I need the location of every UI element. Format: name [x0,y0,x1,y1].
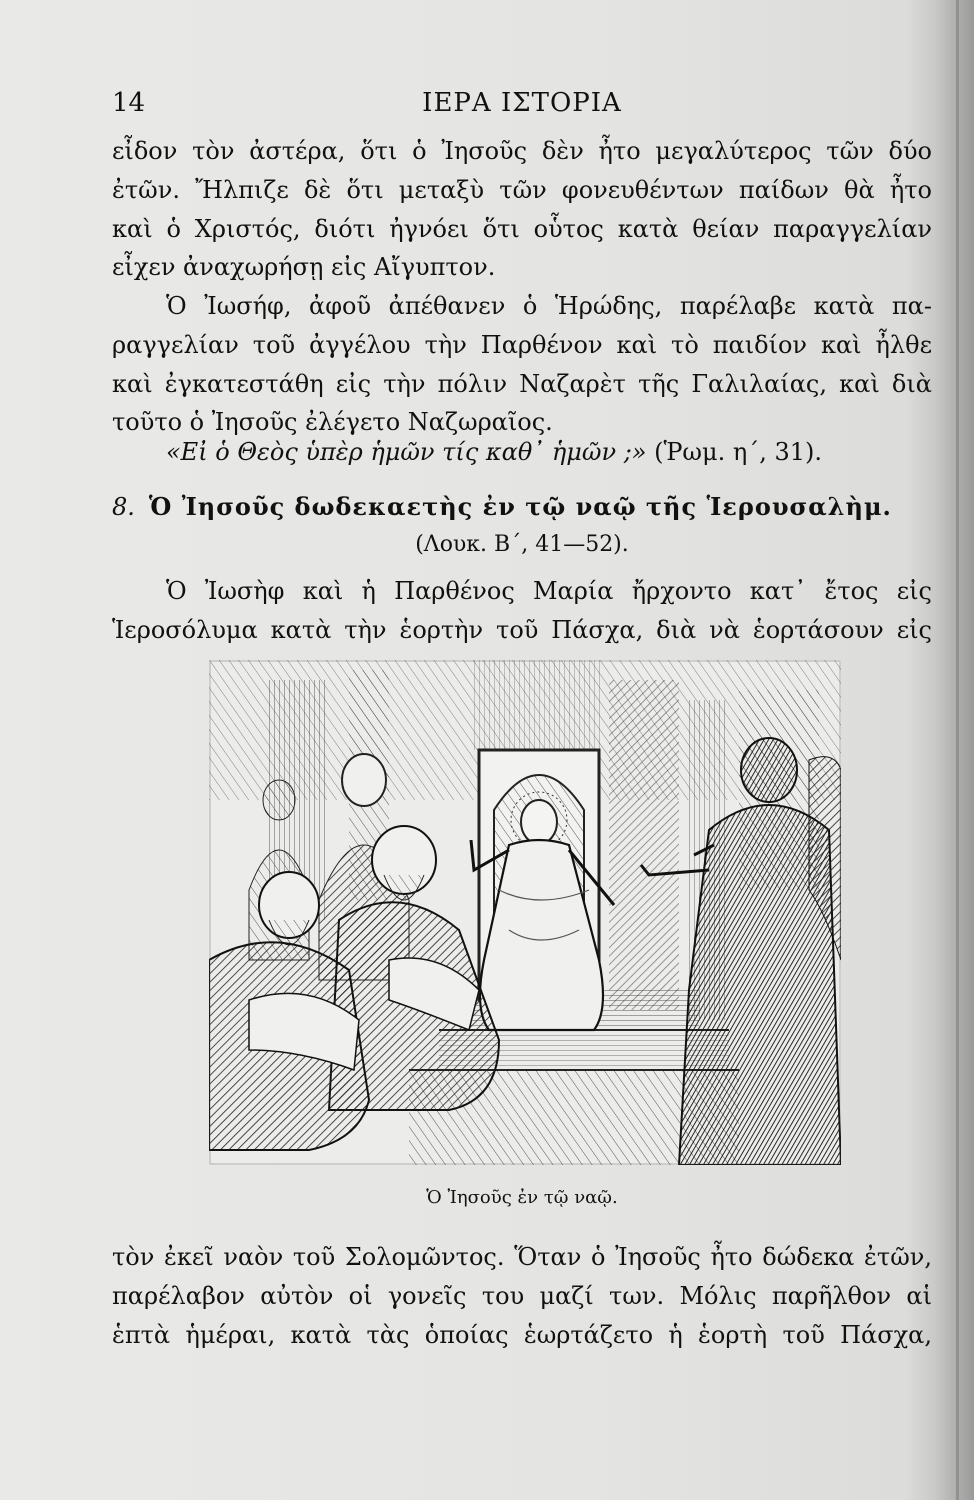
scripture-quote [112,433,932,472]
text-line: εἶχεν ἀναχωρήσῃ εἰς Αἴγυπτον. [112,253,496,282]
text-line: καὶ ἐγκατεστάθη εἰς τὴν πόλιν Ναζαρὲτ τῆς Γαλιλαίας, καὶ διὰ [112,369,932,398]
paragraph-4 [112,1238,932,1354]
page-edge-shadow [956,0,959,1500]
text-line: Ἱεροσόλυμα κατὰ τὴν ἑορτὴν τοῦ Πάσχα, διὰ νὰ ἑορτάσουν εἰς [112,615,932,644]
text-line: ἐτῶν. Ἤλπιζε δὲ ὅτι μεταξὺ τῶν φονευθέντων παίδων θὰ ἦτο [112,175,932,204]
quote-text: «Εἰ ὁ Θεὸς ὑπὲρ ἡμῶν τίς καθ᾽ ἡμῶν ;» [166,438,647,466]
engraving-illustration [209,660,841,1165]
text-line: παρέλαβον αὐτὸν οἱ γονεῖς του μαζί των. Μόλις παρῆλθον αἱ [112,1281,932,1310]
section-reference: (Λουκ. Β΄, 41—52). [415,532,629,557]
page-header [112,88,932,128]
text-line: τοῦτο ὁ Ἰησοῦς ἐλέγετο Ναζωραῖος. [112,408,553,437]
text-line: τὸν ἐκεῖ ναὸν τοῦ Σολομῶντος. Ὅταν ὁ Ἰησοῦς ἦτο δώδεκα ἐτῶν, [112,1243,932,1271]
page-number: 14 [112,88,146,118]
paragraph-1 [112,132,932,287]
text-line: ἑπτὰ ἡμέραι, κατὰ τὰς ὁποίας ἑωρτάζετο ἡ ἑορτὴ τοῦ Πάσχα, [112,1320,932,1349]
quote-reference: (Ῥωμ. η΄, 31). [654,438,823,466]
text-line: εἶδον τὸν ἀστέρα, ὅτι ὁ Ἰησοῦς δὲν ἦτο μεγαλύτερος τῶν δύο [112,137,932,165]
section-heading [112,492,932,521]
text-line: Ὁ Ἰωσήφ, ἀφοῦ ἀπέθανεν ὁ Ἡρώδης, παρέλαβε κατὰ πα- [166,292,932,320]
running-title: ΙΕΡΑ ΙΣΤΟΡΙΑ [422,88,622,118]
section-number: 8. [112,493,135,521]
paragraph-2 [112,287,932,442]
text-line: καὶ ὁ Χριστός, διότι ἠγνόει ὅτι οὗτος κατὰ θείαν παραγγελίαν [112,214,932,243]
illustration-caption: Ὁ Ἰησοῦς ἐν τῷ ναῷ. [426,1187,618,1208]
paragraph-3 [112,572,932,650]
text-line: Ὁ Ἰωσὴφ καὶ ἡ Παρθένος Μαρία ἤρχοντο κατ᾽ ἔτος εἰς [166,577,932,605]
text-line: ραγγελίαν τοῦ ἀγγέλου τὴν Παρθένον καὶ τὸ παιδίον καὶ ἦλθε [112,330,932,359]
section-title: Ὁ Ἰησοῦς δωδεκαετὴς ἐν τῷ ναῷ τῆς Ἱερουσαλὴμ. [148,492,892,521]
